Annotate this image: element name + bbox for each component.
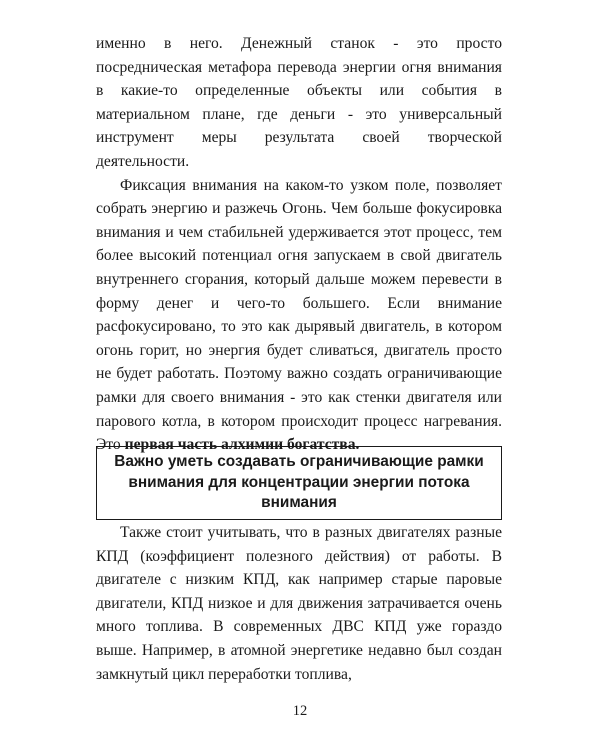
paragraph-1: именно в него. Денежный станок - это просто посредническая метафора перевода энергии огня внимания в какие-то определенные объекты или события в материальном плане, где деньги - это универсальный инструмент меры результата своей творческой деятельности. [96, 35, 502, 170]
highlight-box [96, 446, 502, 520]
paragraph-2-bold-phrase: первая часть алхимии богатства. [124, 436, 360, 454]
bottom-text-block [96, 521, 502, 686]
paragraph-2 [96, 174, 502, 457]
paragraph-2-text: Фиксация внимания на каком-то узком поле, позволяет собрать энергию и разжечь Огонь. Чем больше фокусировка внимания и чем стабильней удерживается этот процесс, тем более высокий потенциал огня запускаем в свой двигатель внутреннего сгорания, который дальше можем перевести в форму денег и чего-то большего. Если внимание расфокусировано, то это как дырявый двигатель, в котором огонь горит, но энергия будет сливаться, двигатель просто не будет работать. Поэтому важно создать ограничивающие рамки для своего внимания - это как стенки двигателя или парового котла, в котором происходит процесс нагревания. Это [96, 176, 502, 454]
highlight-text: Важно уметь создавать ограничивающие рамки внимания для концентрации энергии потока внимания [114, 453, 484, 512]
paragraph-3: Также стоит учитывать, что в разных двигателях разные КПД (коэффициент полезного действия) от работы. В двигателе с низким КПД, как например старые паровые двигатели, КПД низкое и для движения затрачивается очень много топлива. В современных ДВС КПД уже гораздо выше. Например, в атомной энергетике недавно был создан замкнутый цикл переработки топлива, [96, 524, 502, 683]
top-text-block [96, 32, 502, 457]
page-number: 12 [292, 703, 308, 719]
